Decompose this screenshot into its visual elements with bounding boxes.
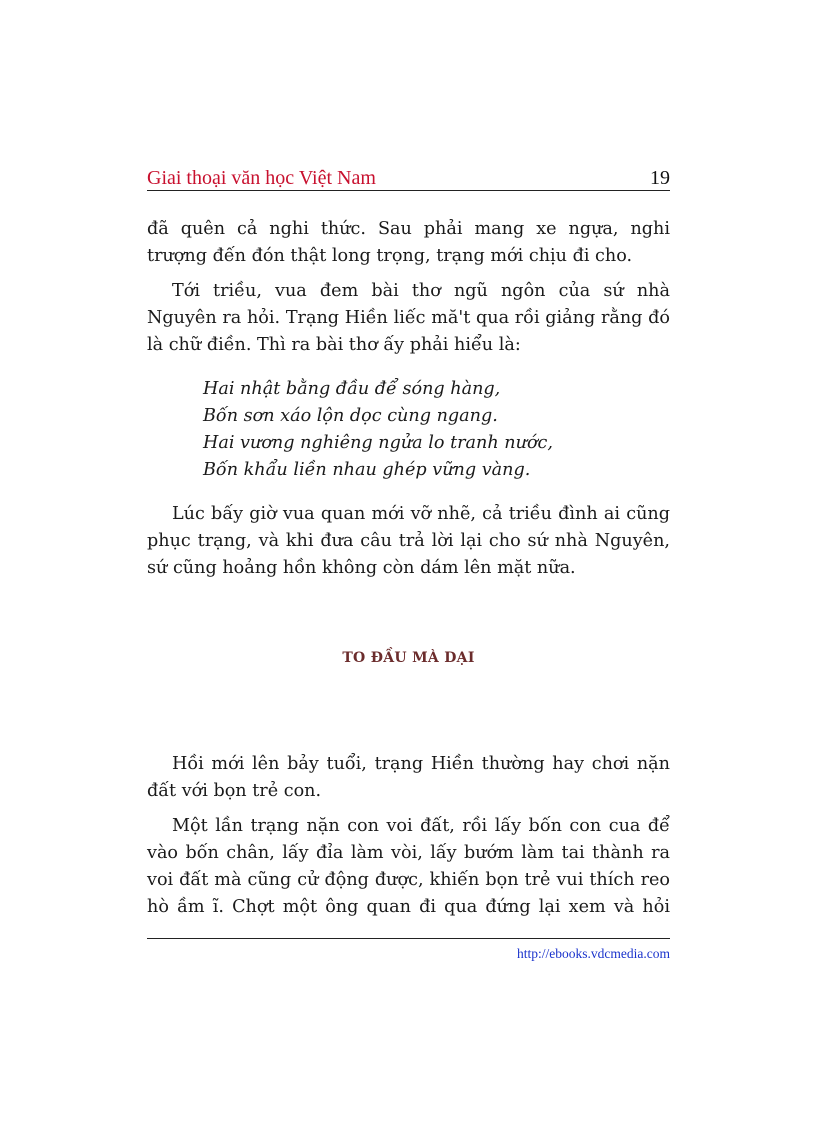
footer-divider — [147, 938, 670, 939]
book-page — [147, 0, 670, 1123]
poem-line: Bốn khẩu liền nhau ghép vững vàng. — [203, 460, 531, 480]
poem-line: Hai nhật bằng đầu để sóng hàng, — [203, 379, 501, 399]
section-body — [147, 751, 670, 921]
story-continuation — [147, 216, 670, 582]
paragraph: Lúc bấy giờ vua quan mới vỡ nhẽ, cả triều đình ai cũng phục trạng, và khi đưa câu trả lời lại cho sứ nhà Nguyên, sứ cũng hoảng hồn không còn dám lên mặt nữa. — [147, 504, 670, 578]
running-header — [147, 166, 670, 191]
section-title: TO ĐẦU MÀ DẠI — [342, 650, 475, 666]
footer-link[interactable]: http://ebooks.vdcmedia.com — [517, 946, 670, 961]
paragraph: đã quên cả nghi thức. Sau phải mang xe ngựa, nghi trượng đến đón thật long trọng, trạng mới chịu đi cho. — [147, 219, 670, 266]
poem — [203, 376, 670, 484]
poem-line: Bốn sơn xáo lộn dọc cùng ngang. — [203, 406, 498, 426]
paragraph: Hồi mới lên bảy tuổi, trạng Hiền thường hay chơi nặn đất với bọn trẻ con. — [147, 754, 670, 801]
poem-line: Hai vương nghiêng ngửa lo tranh nước, — [203, 433, 553, 453]
book-title: Giai thoại văn học Việt Nam — [147, 167, 376, 189]
paragraph: Một lần trạng nặn con voi đất, rồi lấy bốn con cua để vào bốn chân, lấy đỉa làm vòi, lấy bướm làm tai thành ra voi đất mà cũng cử động được, khiến bọn trẻ vui thích reo hò ầm ĩ. Chợt một ông quan đi qua đứng lại xem và hỏi — [147, 816, 670, 917]
paragraph: Tới triều, vua đem bài thơ ngũ ngôn của sứ nhà Nguyên ra hỏi. Trạng Hiền liếc mă't qua rồi giảng rằng đó là chữ điền. Thì ra bài thơ ấy phải hiểu là: — [147, 281, 670, 355]
page-number: 19 — [650, 167, 670, 189]
